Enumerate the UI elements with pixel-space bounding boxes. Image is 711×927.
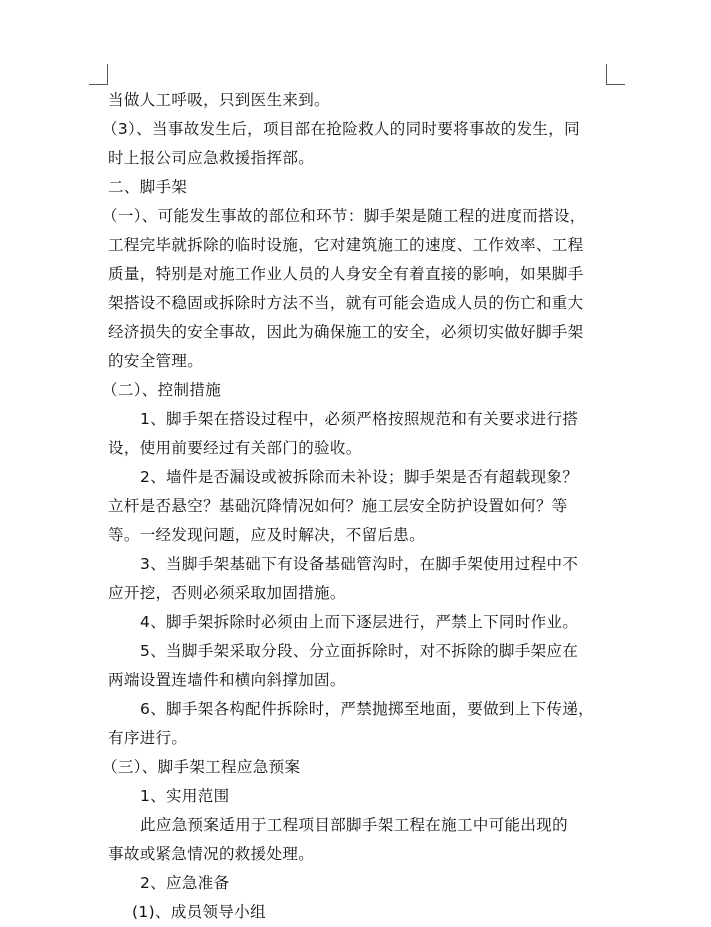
paragraph-line: 3、当脚手架基础下有设备基础管沟时，在脚手架使用过程中不 xyxy=(140,555,579,573)
section-heading: 二、脚手架 xyxy=(108,178,188,196)
paragraph-line: 经济损失的安全事故，因此为确保施工的安全，必须切实做好脚手架 xyxy=(108,323,584,341)
subsection-heading: （三）、脚手架工程应急预案 xyxy=(102,758,301,776)
paragraph-line: 5、当脚手架采取分段、分立面拆除时，对不拆除的脚手架应在 xyxy=(140,642,579,660)
subsection-heading: （二）、控制措施 xyxy=(102,381,222,399)
paragraph-line: 时上报公司应急救援指挥部。 xyxy=(108,149,315,167)
item-heading: 2、应急准备 xyxy=(140,874,230,892)
paragraph-line: 1、脚手架在搭设过程中，必须严格按照规范和有关要求进行搭 xyxy=(140,410,579,428)
paragraph-line: 4、脚手架拆除时必须由上而下逐层进行，严禁上下同时作业。 xyxy=(140,613,579,631)
paragraph-line: 的安全管理。 xyxy=(108,352,204,370)
paragraph-line: 工程完毕就拆除的临时设施，它对建筑施工的速度、工作效率、工程 xyxy=(108,236,584,254)
paragraph-line: （3）、当事故发生后，项目部在抢险救人的同时要将事故的发生，同 xyxy=(102,120,580,138)
paragraph-line: 等。一经发现问题，应及时解决，不留后患。 xyxy=(108,526,426,544)
paragraph-line: 两端设置连墙件和横向斜撑加固。 xyxy=(108,671,346,689)
crop-mark-top-left xyxy=(89,64,108,85)
paragraph-line: 设，使用前要经过有关部门的验收。 xyxy=(108,439,362,457)
paragraph-line: 应开挖，否则必须采取加固措施。 xyxy=(108,584,346,602)
paragraph-line: 质量，特别是对施工作业人员的人身安全有着直接的影响，如果脚手 xyxy=(108,265,584,283)
crop-mark-top-right xyxy=(606,64,625,85)
paragraph-line: 2、墙件是否漏设或被拆除而未补设；脚手架是否有超载现象？ xyxy=(140,468,579,486)
document-body xyxy=(102,86,606,927)
paragraph-line: 此应急预案适用于工程项目部脚手架工程在施工中可能出现的 xyxy=(140,816,568,834)
paragraph-line: （一）、可能发生事故的部位和环节：脚手架是随工程的进度而搭设， xyxy=(102,207,586,225)
item-heading: 1、实用范围 xyxy=(140,787,230,805)
paragraph-line: 立杆是否悬空？基础沉降情况如何？施工层安全防护设置如何？等 xyxy=(108,497,568,515)
paragraph-line: 架搭设不稳固或拆除时方法不当，就有可能会造成人员的伤亡和重大 xyxy=(108,294,584,312)
paragraph-line: 有序进行。 xyxy=(108,729,188,747)
paragraph-line: 6、脚手架各构配件拆除时，严禁抛掷至地面，要做到上下传递， xyxy=(140,700,595,718)
paragraph-line: 事故或紧急情况的救援处理。 xyxy=(108,845,315,863)
item-subheading: (1)、成员领导小组 xyxy=(132,903,266,921)
paragraph-line: 当做人工呼吸，只到医生来到。 xyxy=(108,91,330,109)
